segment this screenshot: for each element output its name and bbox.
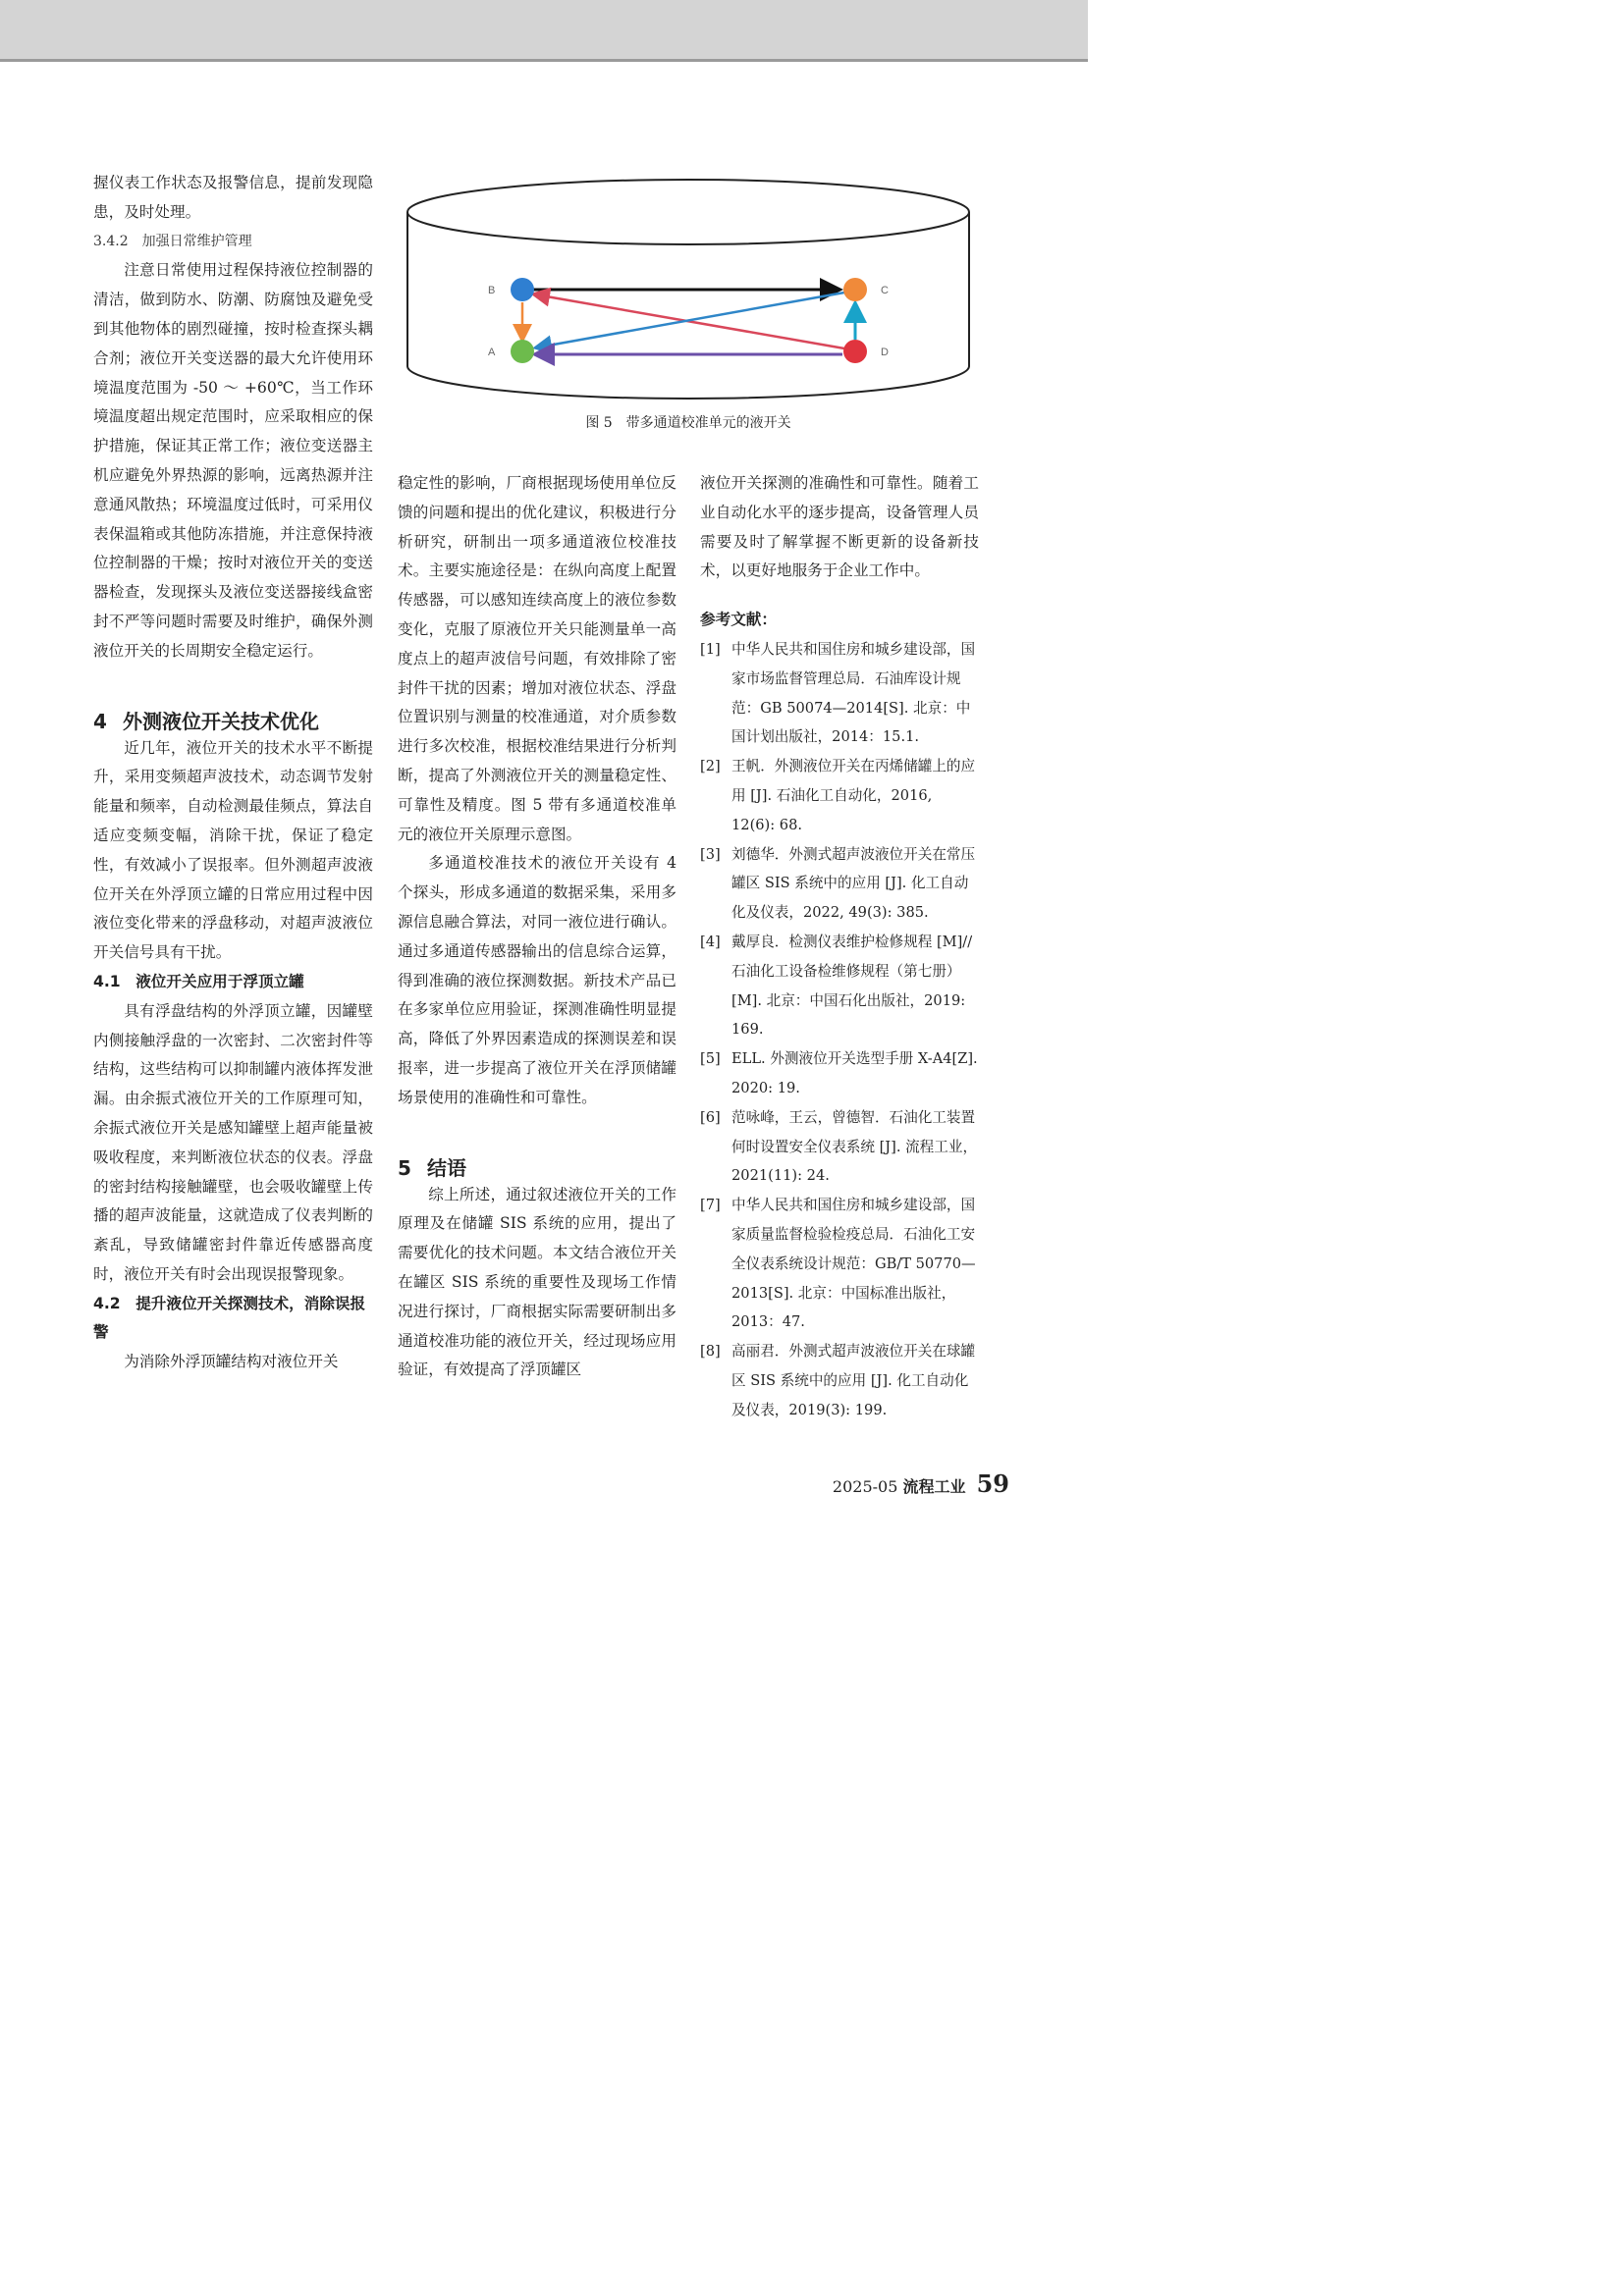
node-c-label: C [881,285,889,296]
node-b-label: B [488,285,496,296]
top-banner [0,0,1088,62]
reference-item: [5] ELL. 外测液位开关选型手册 X-A4[Z]. 2020: 19. [700,1050,978,1096]
tank-top-ellipse [407,180,969,244]
section-5-heading [398,1152,676,1181]
tank-bottom-arc [407,366,969,399]
section-5-title: 结语 [427,1155,466,1180]
column-2-paragraph-1: 稳定性的影响，厂商根据现场使用单位反馈的问题和提出的优化建议，积极进行分析研究，研制出一项多通道液位校准技术。主要实施途径是：在纵向高度上配置传感器，可以感知连续高度上的液位参数变化，克服了原液位开关只能测量单一高度点上的超声波信号问题，有效排除了密封件干扰的因素；增加对液位状态、浮盘位置识别与测量的校准通道，对介质参数进行多次校准，根据校准结果进行分析判断，提高了外测液位开关的测量稳定性、可靠性及精度。图 5 带有多通道校准单元的液位开关原理示意图。 [398,474,676,843]
node-a [511,340,534,363]
section-5-body: 综上所述，通过叙述液位开关的工作原理及在储罐 SIS 系统的应用，提出了需要优化的技术问题。本文结合液位开关在罐区 SIS 系统的重要性及现场工作情况进行探讨，厂商根据实际需要研制出多通道校准功能的液位开关，经过现场应用验证，有效提高了浮顶罐区 [398,1185,676,1379]
magazine-name: 流程工业 [902,1477,966,1496]
column-3 [700,469,979,1425]
section-4-body: 近几年，液位开关的技术水平不断提升，采用变频超声波技术，动态调节发射能量和频率，自动检测最佳频点，算法自适应变频变幅，消除干扰，保证了稳定性，有效减小了误报率。但外测超声波液位开关在外浮顶立罐的日常应用过程中因液位变化带来的浮盘移动，对超声波液位开关信号具有干扰。 [93,738,373,962]
subsection-4-1-heading: 4.1 液位开关应用于浮顶立罐 [93,972,304,990]
column-1 [93,169,373,1377]
figure-5-caption: 图 5 带多通道校准单元的液开关 [585,415,791,431]
section-4-number: 4 [93,709,107,733]
tank-diagram [398,175,979,405]
subsection-4-2-body: 为消除外浮顶罐结构对液位开关 [124,1353,339,1371]
section-4-title: 外测液位开关技术优化 [123,709,319,733]
reference-item: [2] 王帆．外测液位开关在丙烯储罐上的应用 [J]. 石油化工自动化，2016, 12(6): 68. [700,758,976,833]
reference-item: [6] 范咏峰，王云，曾德智．石油化工装置何时设置安全仪表系统 [J]. 流程工业，2021(11): 24. [700,1108,978,1185]
section-5-number: 5 [398,1155,411,1180]
section-4-heading [93,706,373,734]
reference-item: [3] 刘德华．外测式超声波液位开关在常压罐区 SIS 系统中的应用 [J]. 化工自动化及仪表，2022, 49(3): 385. [700,845,976,922]
node-d-label: D [881,347,889,358]
subsection-3-4-2-heading: 3.4.2 加强日常维护管理 [93,233,252,249]
reference-item: [1] 中华人民共和国住房和城乡建设部，国家市场监督管理总局．石油库设计规范：GB 50074—2014[S]. 北京：中国计划出版社，2014：15.1. [700,640,976,746]
page-footer [833,1469,1009,1498]
reference-item: [7] 中华人民共和国住房和城乡建设部，国家质量监督检验检疫总局．石油化工安全仪表系统设计规范：GB/T 50770—2013[S]. 北京：中国标准出版社，2013：47. [700,1197,976,1331]
subsection-4-2-heading: 4.2 提升液位开关探测技术，消除误报警 [93,1294,366,1342]
references-list [700,635,979,1425]
column-2 [398,469,676,1385]
reference-item: [4] 戴厚良．检测仪表维护检修规程 [M]// 石油化工设备检维修规程（第七册）[M]. 北京：中国石化出版社，2019: 169. [700,933,973,1039]
node-b [511,278,534,301]
subsection-3-4-2-body: 注意日常使用过程保持液位控制器的清洁，做到防水、防潮、防腐蚀及避免受到其他物体的剧烈碰撞，按时检查探头耦合剂；液位开关变送器的最大允许使用环境温度范围为 -50 ～ +60℃，当工作环境温度超出规定范围时，应采取相应的保护措施，保证其正常工作；液位变送器主机应避免外界热源的影响，远离热源并注意通风散热；环境温度过低时，可采用仪表保温箱或其他防冻措施，并注意保持液位控制器的干燥；按时对液位开关的变送器检查，发现探头及液位变送器接线盒密封不严等问题时需要及时维护，确保外测液位开关的长周期安全稳定运行。 [93,261,373,660]
figure-5 [398,175,979,405]
intro-paragraph: 握仪表工作状态及报警信息，提前发现隐患，及时处理。 [93,174,373,221]
subsection-4-1-body: 具有浮盘结构的外浮顶立罐，因罐壁内侧接触浮盘的一次密封、二次密封件等结构，这些结构可以抑制罐内液体挥发泄漏。由余振式液位开关的工作原理可知，余振式液位开关是感知罐壁上超声能量被吸收程度，来判断液位状态的仪表。浮盘的密封结构接触罐壁，也会吸收罐壁上传播的超声波能量，这就造成了仪表判断的紊乱，导致储罐密封件靠近传感器高度时，液位开关有时会出现误报警现象。 [93,1001,373,1283]
node-d [843,340,867,363]
node-a-label: A [488,347,496,358]
column-3-paragraph-1: 液位开关探测的准确性和可靠性。随着工业自动化水平的逐步提高，设备管理人员需要及时了解掌握不断更新的设备新技术，以更好地服务于企业工作中。 [700,474,979,580]
references-heading: 参考文献： [700,611,777,629]
node-c [843,278,867,301]
reference-item: [8] 高丽君．外测式超声波液位开关在球罐区 SIS 系统中的应用 [J]. 化工自动化及仪表，2019(3): 199. [700,1343,976,1418]
issue-date: 2025-05 [832,1477,898,1496]
page-number: 59 [976,1469,1009,1498]
column-2-paragraph-2: 多通道校准技术的液位开关设有 4 个探头，形成多通道的数据采集，采用多源信息融合算法，对同一液位进行确认。通过多通道传感器输出的信息综合运算，得到准确的液位探测数据。新技术产品已在多家单位应用验证，探测准确性明显提高，降低了外界因素造成的探测误差和误报率，进一步提高了液位开关在浮顶储罐场景使用的准确性和可靠性。 [398,854,676,1106]
